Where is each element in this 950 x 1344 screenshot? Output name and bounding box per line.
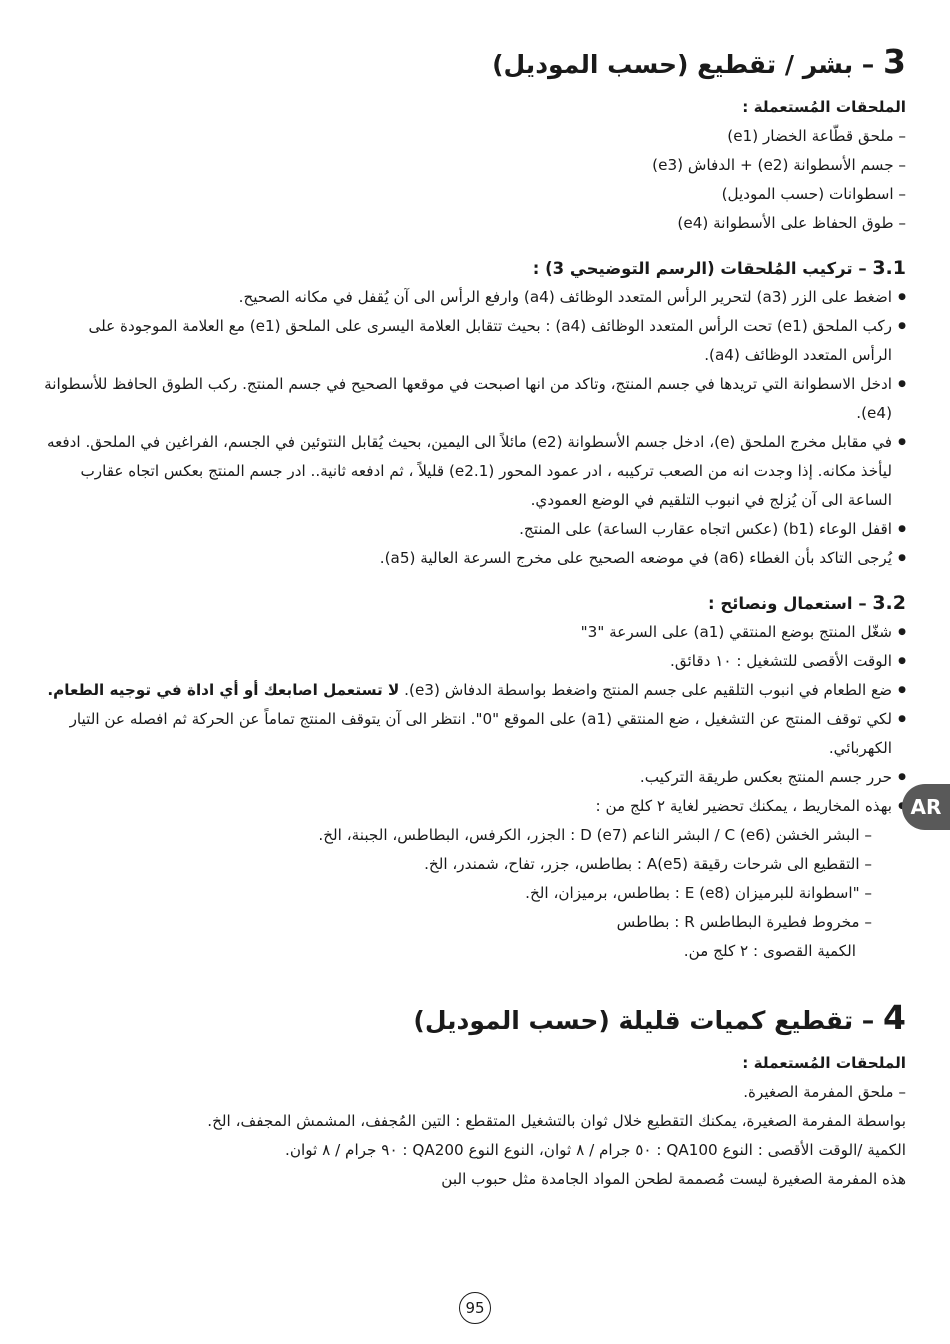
usage-bullet: ● بهذه المخاريط ، يمكنك تحضير لغاية ٢ كلج من : bbox=[38, 792, 906, 821]
cone-item: – مخروط فطيرة البطاطس R : بطاطس bbox=[616, 913, 872, 931]
instruction-continuation: ليأخذ مكانه. إذا وجدت انه من الصعب تركيبه ، ادر عمود المحور (e2.1) قليلاً ، ثم ادفعه ثانية.. ادر جسم المنتج بعكس اتجاه عقارب bbox=[80, 462, 892, 480]
section-3-heading bbox=[38, 40, 906, 87]
accessories-label: الملحقات المُستعملة : bbox=[742, 98, 906, 116]
subsection-title: – استعمال ونصائح : bbox=[707, 594, 867, 613]
instruction-bullet: ● يُرجى التاكد بأن الغطاء (a6) في موضعه الصحيح على مخرج السرعة العالية (a5). bbox=[38, 544, 906, 573]
subsection-number: 3.2 bbox=[872, 592, 906, 614]
page-number: 95 bbox=[459, 1292, 491, 1324]
subsection-number: 3.1 bbox=[872, 257, 906, 279]
section-title: – تقطيع كميات قليلة (حسب الموديل) bbox=[413, 1006, 875, 1035]
usage-bullet: ● الوقت الأقصى للتشغيل : ١٠ دقائق. bbox=[38, 647, 906, 676]
instruction-continuation: (e4). bbox=[856, 404, 892, 422]
subsection-3-2-heading bbox=[38, 589, 906, 618]
body-text: هذه المفرمة الصغيرة ليست مُصممة لطحن المواد الجامدة مثل حبوب البن bbox=[441, 1170, 906, 1188]
cone-item: – البشر الخشن C (e6) / البشر الناعم D (e7) : الجزر، الكرفس، البطاطس، الجبنة، الخ. bbox=[318, 826, 872, 844]
instruction-bullet: ● ادخل الاسطوانة التي تريدها في جسم المنتج، وتاكد من انها اصبحت في موقعها الصحيح في جسم المنتج. ركب الطوق الحافظ للأسطوانة bbox=[38, 370, 906, 399]
body-text: الكمية /الوقت الأقصى : النوع QA100 : ٥٠ جرام / ٨ ثوان، النوع النوع QA200 : ٩٠ جرام / ٨ ثوان. bbox=[285, 1141, 906, 1159]
section-number: 4 bbox=[883, 998, 906, 1037]
section-number: 3 bbox=[883, 42, 906, 81]
usage-bullet: ● حرر جسم المنتج بعكس طريقة التركيب. bbox=[38, 763, 906, 792]
accessories-label: الملحقات المُستعملة : bbox=[742, 1054, 906, 1072]
instruction-bullet: ● ركب الملحق (e1) تحت الرأس المتعدد الوظائف (a4) : بحيث تتقابل العلامة اليسرى على الملحق (e1) مع العلامة الموجودة على bbox=[38, 312, 906, 341]
usage-bullet: ● لكي توقف المنتج عن التشغيل ، ضع المنتقي (a1) على الموقع "0". انتظر الى آن يتوقف المنتج تماماً عن الحركة ثم افصله عن التيار bbox=[38, 705, 906, 734]
instruction-continuation: الساعة الى آن يُزلج في انبوب التلقيم في الوضع العمودي. bbox=[530, 491, 892, 509]
instruction-bullet: ● اضغط على الزر (a3) لتحرير الرأس المتعدد الوظائف (a4) وارفع الرأس الى آن يُقفل في مكانه الصحيح. bbox=[38, 283, 906, 312]
accessory-item: – جسم الأسطوانة (e2) + الدفاش (e3) bbox=[652, 156, 906, 174]
section-4-heading bbox=[38, 996, 906, 1043]
subsection-title: – تركيب المُلحقات (الرسم التوضيحي 3) : bbox=[532, 259, 867, 278]
accessory-item: – ملحق قطّاعة الخضار (e1) bbox=[727, 127, 906, 145]
usage-bullet bbox=[38, 676, 906, 705]
instruction-bullet: ● اقفل الوعاء (b1) (عكس اتجاه عقارب الساعة) على المنتج. bbox=[38, 515, 906, 544]
body-text: بواسطة المفرمة الصغيرة، يمكنك التقطيع خلال ثوان بالتشغيل المتقطع : التين المُجفف، المشمش المجفف، الخ. bbox=[207, 1112, 906, 1130]
max-quantity: الكمية القصوى : ٢ كلج من. bbox=[683, 942, 856, 960]
language-tab: AR bbox=[902, 784, 950, 830]
accessory-item: – طوق الحفاظ على الأسطوانة (e4) bbox=[677, 214, 906, 232]
accessory-item: – اسطوانات (حسب الموديل) bbox=[721, 185, 906, 203]
usage-text: ضع الطعام في انبوب التلقيم على جسم المنتج واضغط بواسطة الدفاش (e3). bbox=[404, 681, 892, 699]
cone-item: – التقطيع الى شرحات رقيقة A(e5) : بطاطس، جزر، تفاح، شمندر، الخ. bbox=[424, 855, 872, 873]
instruction-bullet: ● في مقابل مخرج الملحق (e)، ادخل جسم الأسطوانة (e2) مائلاً الى اليمين، بحيث يُقابل النتوئين في الجسم، الفراغين في الملحق. ادفعه bbox=[38, 428, 906, 457]
safety-warning: لا تستعمل اصابعك أو أي اداة في توجيه الطعام. bbox=[47, 681, 400, 699]
accessory-item: – ملحق المفرمة الصغيرة. bbox=[743, 1083, 906, 1101]
usage-continuation: الكهربائي. bbox=[828, 739, 892, 757]
subsection-3-1-heading bbox=[38, 254, 906, 283]
instruction-continuation: الرأس المتعدد الوظائف (a4). bbox=[704, 346, 892, 364]
page-content bbox=[38, 40, 906, 1194]
usage-bullet: ● شغّل المنتج بوضع المنتقي (a1) على السرعة "3" bbox=[38, 618, 906, 647]
section-title: – بشر / تقطيع (حسب الموديل) bbox=[492, 50, 875, 79]
cone-item: – "اسطوانة للبرميزان E (e8) : بطاطس، برميزان، الخ. bbox=[525, 884, 872, 902]
